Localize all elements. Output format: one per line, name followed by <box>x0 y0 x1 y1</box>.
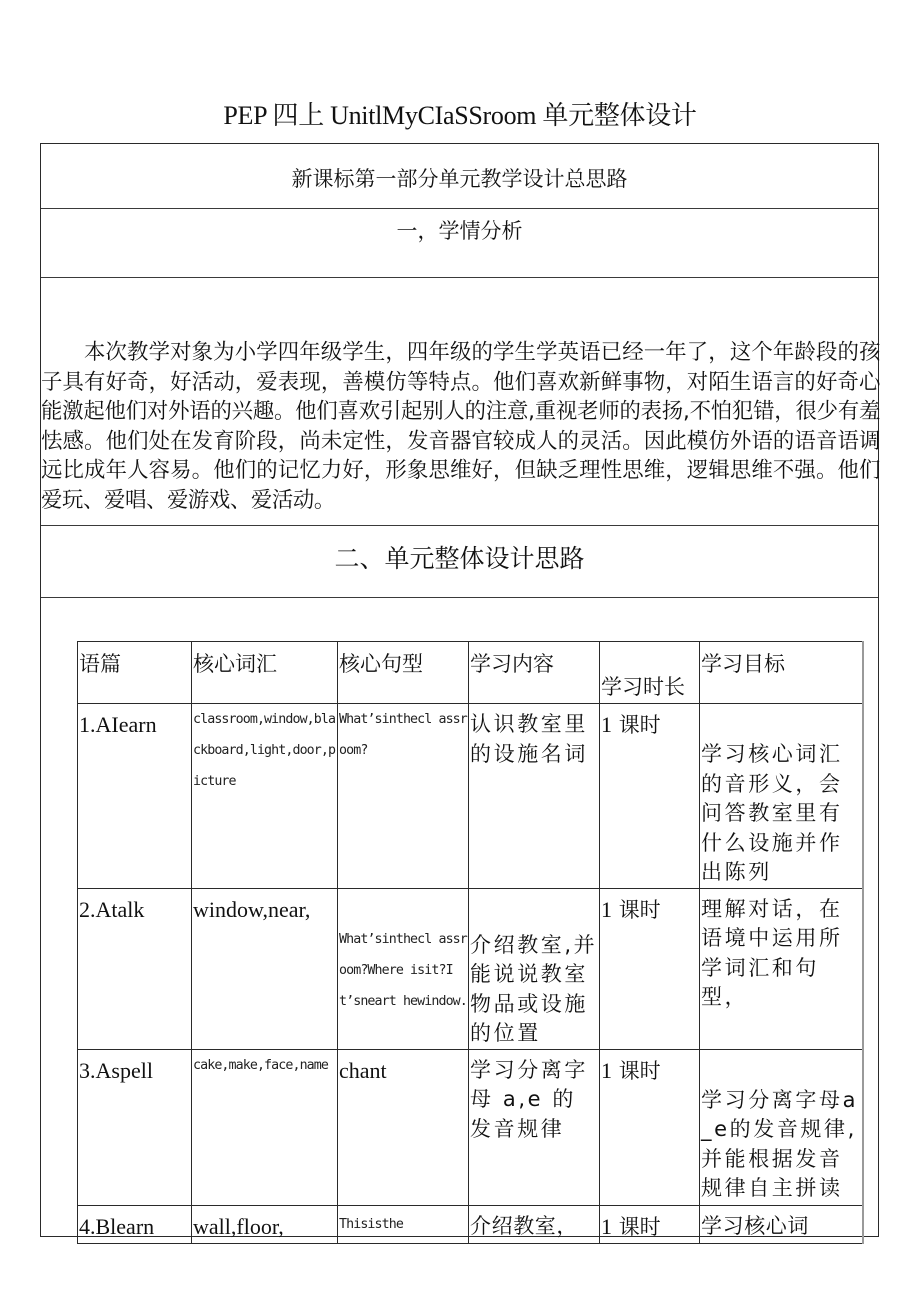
cell-content: 介绍教室,并能说说教室物品或设施的位置 <box>469 888 600 1049</box>
table-row <box>78 1049 863 1205</box>
cell-content: 学习分离字母 a,e 的发音规律 <box>469 1049 600 1205</box>
cell-vocab: window,near, <box>192 888 338 1049</box>
design-heading: 二、单元整体设计思路 <box>334 544 585 573</box>
duration-number: 1 <box>601 1057 612 1083</box>
divider <box>41 208 878 209</box>
divider <box>41 277 878 278</box>
cell-duration <box>600 1049 700 1205</box>
cell-goal: 学习核心词汇的音形义，会问答教室里有什么设施并作出陈列 <box>700 704 863 889</box>
document-title: PEP 四上 UnitlMyCIaSSroom 单元整体设计 <box>223 101 697 130</box>
cell-pattern: chant <box>338 1049 469 1205</box>
analysis-heading: 一，学情分析 <box>396 219 523 243</box>
cell-content: 认识教室里的设施名词 <box>469 704 600 889</box>
header-duration: 学习时长 <box>600 642 700 704</box>
duration-number: 1 <box>601 896 612 922</box>
cell-goal: 学习核心词 <box>700 1205 863 1243</box>
header-goal: 学习目标 <box>700 642 863 704</box>
part-heading: 新课标第一部分单元教学设计总思路 <box>291 167 628 191</box>
divider <box>41 597 878 598</box>
cell-vocab: classroom,window,blackboard,light,door,picture <box>192 704 338 889</box>
header-pattern: 核心句型 <box>338 642 469 704</box>
cell-text: 3.Aspell <box>78 1049 192 1205</box>
cell-goal: 理解对话，在语境中运用所学词汇和句型， <box>700 888 863 1049</box>
table-row <box>78 704 863 889</box>
table-header-row <box>78 642 863 704</box>
cell-goal: 学习分离字母a_e的发音规律,并能根据发音规律自主拼读 <box>700 1049 863 1205</box>
learner-analysis-paragraph: 本次教学对象为小学四年级学生，四年级的学生学英语已经一年了，这个年龄段的孩子具有好奇，好活动，爱表现，善模仿等特点。他们喜欢新鲜事物，对陌生语言的好奇心能激起他们对外语的兴趣。他们喜欢引起别人的注意,重视老师的表扬,不怕犯错，很少有羞怯感。他们处在发育阶段，尚未定性，发音器官较成人的灵活。因此模仿外语的语音语调远比成年人容易。他们的记忆力好，形象思维好，但缺乏理性思维，逻辑思维不强。他们爱玩、爱唱、爱游戏、爱活动。 <box>41 340 880 513</box>
cell-pattern: Thisisthe <box>338 1205 469 1243</box>
divider <box>41 525 878 526</box>
cell-pattern: What’sinthecl assroom? <box>338 704 469 889</box>
cell-text: 1.AIearn <box>78 704 192 889</box>
cell-duration <box>600 1205 700 1243</box>
table-row <box>78 888 863 1049</box>
cell-pattern: What’sinthecl assroom?Where isit?It’sneart hewindow. <box>338 888 469 1049</box>
cell-text: 4.Blearn <box>78 1205 192 1243</box>
duration-unit: 课时 <box>618 1214 661 1239</box>
duration-unit: 课时 <box>618 713 661 737</box>
cell-content: 介绍教室， <box>469 1205 600 1243</box>
cell-text: 2.Atalk <box>78 888 192 1049</box>
cell-duration <box>600 704 700 889</box>
header-text: 语篇 <box>78 642 192 704</box>
duration-number: 1 <box>601 712 612 737</box>
header-vocab: 核心词汇 <box>192 642 338 704</box>
cell-vocab: cake,make,face,name <box>192 1049 338 1205</box>
duration-unit: 课时 <box>618 897 661 922</box>
cell-duration <box>600 888 700 1049</box>
duration-unit: 课时 <box>618 1058 661 1083</box>
unit-plan-table <box>77 641 864 1244</box>
design-outline-table <box>40 143 879 1237</box>
table-row <box>78 1205 863 1243</box>
header-content: 学习内容 <box>469 642 600 704</box>
cell-vocab: wall,floor, <box>192 1205 338 1243</box>
duration-number: 1 <box>601 1213 612 1239</box>
